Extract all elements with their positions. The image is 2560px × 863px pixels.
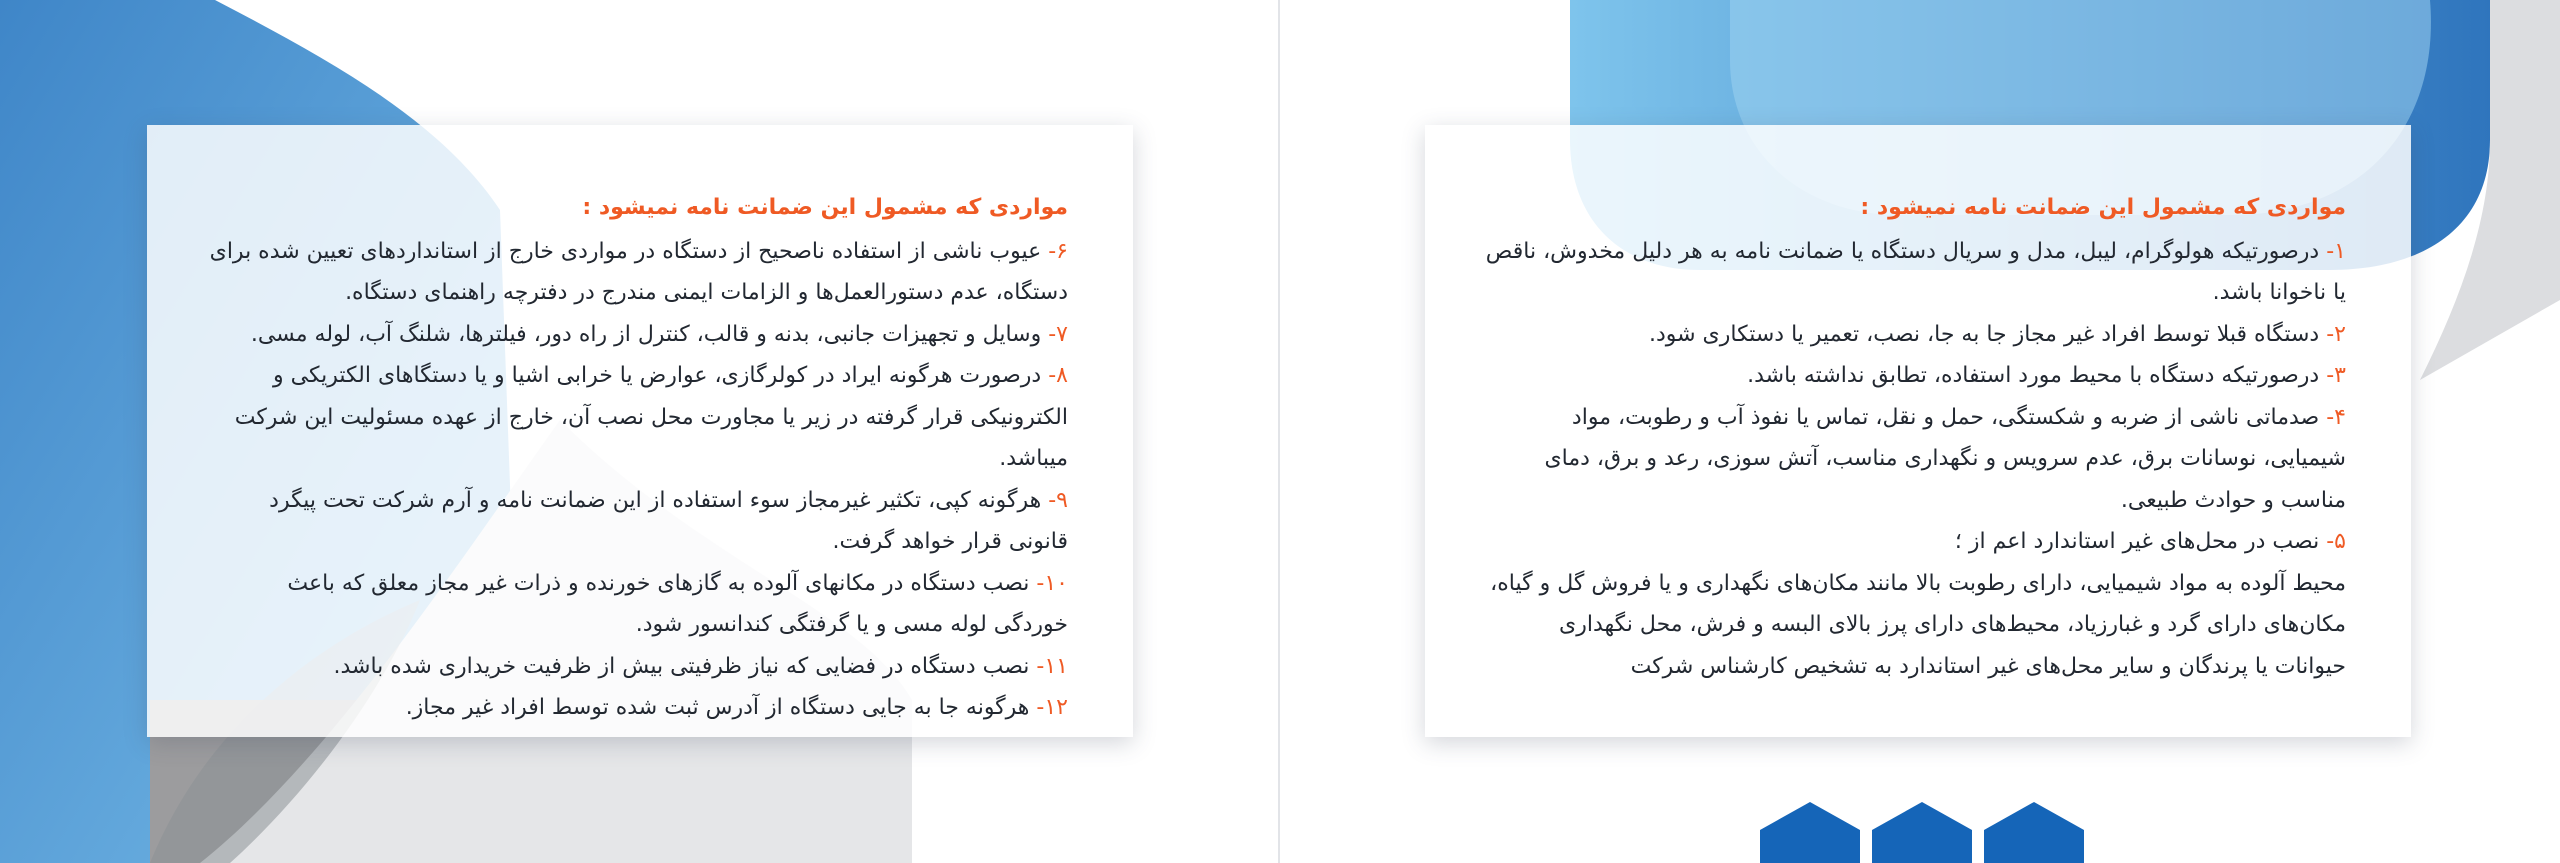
- left-card-title: مواردی که مشمول این ضمانت نامه نمیشود :: [582, 195, 1068, 220]
- right-card-body: [1485, 187, 2346, 687]
- list-item: ۷- وسایل و تجهیزات جانبی، بدنه و قالب، کنترل از راه دور، فیلترها، شلنگ آب، لوله مسی.: [250, 321, 1068, 347]
- list-item: ۶- عیوب ناشی از استفاده ناصحیح از دستگاه در مواردی خارج از استانداردهای تعیین شده برای دستگاه، عدم دستورالعمل‌ها و الزامات ایمنی مندرج در دفترچه راهنمای دستگاه.: [209, 238, 1068, 305]
- list-item: ۱- درصورتیکه هولوگرام، لیبل، مدل و سریال دستگاه یا ضمانت نامه به هر دلیل مخدوش، ناقص یا ناخوانا باشد.: [1485, 238, 2346, 305]
- left-card: [147, 125, 1133, 737]
- list-item: ۴- صدماتی ناشی از ضربه و شکستگی، حمل و نقل، تماس یا نفوذ آب و رطوبت، مواد شیمیایی، نوسانات برق، عدم سرویس و نگهداری مناسب، آتش سوزی، رعد و برق، دمای مناسب و حوادث طبیعی.: [1544, 404, 2346, 513]
- list-item: ۵- نصب در محل‌های غیر استاندارد اعم از ؛: [1954, 529, 2346, 554]
- list-item: ۹- هرگونه کپی، تکثیر غیرمجاز سوء استفاده از این ضمانت نامه و آرم شرکت تحت پیگرد قانونی قرار خواهد گرفت.: [269, 487, 1068, 554]
- list-item: ۳- درصورتیکه دستگاه با محیط مورد استفاده، تطابق نداشته باشد.: [1747, 363, 2346, 388]
- page-divider: [1278, 0, 1280, 863]
- list-item: ۱۲- هرگونه جا به جایی دستگاه از آدرس ثبت شده توسط افراد غیر مجاز.: [405, 695, 1068, 720]
- list-item: ۱۰- نصب دستگاه در مکانهای آلوده به گازهای خورنده و ذرات غیر مجاز معلق که باعث خوردگی لوله مسی و یا گرفتگی کندانسور شود.: [287, 570, 1068, 637]
- hexagon-tabs: [1760, 802, 2084, 863]
- right-card: [1425, 125, 2411, 737]
- list-item: ۱۱- نصب دستگاه در فضایی که نیاز ظرفیتی بیش از ظرفیت خریداری شده باشد.: [333, 653, 1068, 679]
- right-card-title: مواردی که مشمول این ضمانت نامه نمیشود :: [1860, 195, 2346, 220]
- list-item: محیط آلوده به مواد شیمیایی، دارای رطوبت بالا مانند مکان‌های نگهداری و یا فروش گل و گیاه، مکان‌های دارای گرد و غبارزیاد، محیط‌های دارای پرز بالای البسه و فرش، محل نگهداری حیوانات یا پرندگان و سایر محل‌های غیر استاندارد به تشخیص کارشناس شرکت: [1490, 570, 2346, 679]
- left-card-body: [207, 187, 1068, 729]
- list-item: ۸- درصورت هرگونه ایراد در کولرگازی، عوارض یا خرابی اشیا و یا دستگاهای الکتریکی و الکترونیکی قرار گرفته در زیر یا مجاورت محل نصب آن، خارج از عهده مسئولیت این شرکت میباشد.: [234, 363, 1068, 471]
- list-item: ۲- دستگاه قبلا توسط افراد غیر مجاز جا به جا، نصب، تعمیر یا دستکاری شود.: [1648, 321, 2346, 347]
